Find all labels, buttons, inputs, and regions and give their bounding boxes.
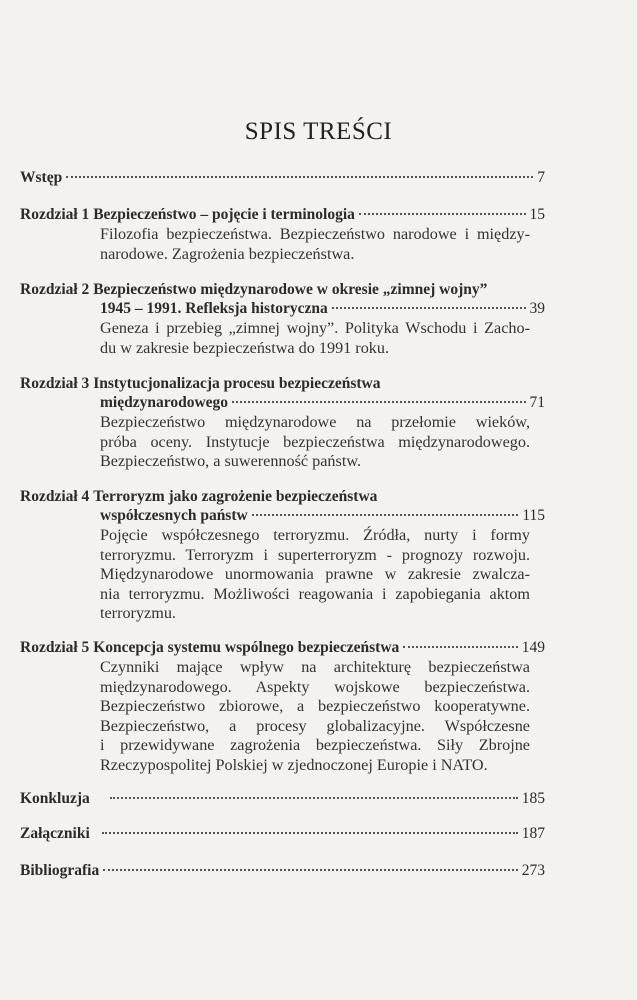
toc-entry-chapter-3-cont xyxy=(100,393,545,413)
toc-entry-wstep xyxy=(20,168,545,188)
entry-label: Wstęp xyxy=(20,169,63,186)
chapter-prefix: Rozdział 5 xyxy=(20,639,90,656)
chapter-prefix: Rozdział 3 xyxy=(20,375,90,392)
chapter-prefix: Rozdział 1 xyxy=(20,206,90,223)
page-number: 71 xyxy=(529,394,545,411)
page-number: 185 xyxy=(521,790,545,807)
chapter-description: Filozofia bezpieczeństwa. Bezpieczeństwo narodowe i między- narodowe. Zagrożenia bezpieczeństwa. xyxy=(100,225,530,263)
page-number: 187 xyxy=(521,825,545,842)
page-number: 149 xyxy=(521,639,545,656)
chapter-prefix: Rozdział 2 xyxy=(20,281,90,298)
chapter-title-cont: współczesnych państw xyxy=(100,507,248,524)
toc-entry-chapter-3 xyxy=(20,374,545,394)
chapter-description: Pojęcie współczesnego terroryzmu. Źródła, nurty i formy terroryzmu. Terroryzm i superterroryzm - prognozy rozwoju. Międzynarodowe unormowania prawne w zakresie zwalcza- nia terroryzmu. Możliwości reagowania i zapobiegania aktom terroryzmu. xyxy=(100,526,530,622)
page-number: 273 xyxy=(521,862,545,879)
page-number: 15 xyxy=(529,206,545,223)
dot-leader xyxy=(103,868,518,871)
page-number: 7 xyxy=(537,169,545,186)
chapter-title: Instytucjonalizacja procesu bezpieczeństwa xyxy=(93,375,381,392)
page-title: SPIS TREŚCI xyxy=(244,118,393,145)
dot-leader xyxy=(332,306,526,309)
page-number: 39 xyxy=(529,300,545,317)
dot-leader xyxy=(232,400,525,403)
toc-entry-chapter-4-cont xyxy=(100,506,545,526)
chapter-description: Czynniki mające wpływ na architekturę bezpieczeństwa międzynarodowego. Aspekty wojskowe bezpieczeństwa. Bezpieczeństwo zbiorowe, a bezpieczeństwo kooperatywne. Bezpieczeństwo, a procesy globalizacyjne. Współczesne i przewidywane zagrożenia bezpieczeństwa. Siły Zbrojne Rzeczypospolitej Polskiej w zjednoczonej Europie i NATO. xyxy=(100,658,530,774)
toc-entry-konkluzja xyxy=(20,789,545,809)
chapter-title: Terroryzm jako zagrożenie bezpieczeństwa xyxy=(93,488,378,505)
chapter-title-cont: międzynarodowego xyxy=(100,394,229,411)
dot-leader xyxy=(359,212,526,215)
chapter-title: Koncepcja systemu wspólnego bezpieczeństwa xyxy=(93,639,400,656)
toc-entry-bibliografia xyxy=(20,861,545,881)
toc-entry-chapter-2 xyxy=(20,280,545,300)
dot-leader xyxy=(66,175,533,178)
entry-label: Konkluzja xyxy=(20,790,90,807)
chapter-description: Geneza i przebieg „zimnej wojny”. Polityka Wschodu i Zacho- du w zakresie bezpieczeństwa do 1991 roku. xyxy=(100,319,530,357)
toc-entry-chapter-1 xyxy=(20,205,545,225)
chapter-title: Bezpieczeństwo – pojęcie i terminologia xyxy=(93,206,355,223)
dot-leader xyxy=(403,645,517,648)
dot-leader xyxy=(252,513,519,516)
toc-entry-chapter-4 xyxy=(20,487,545,507)
toc-entry-zalaczniki xyxy=(20,824,545,844)
chapter-title-cont: 1945 – 1991. Refleksja historyczna xyxy=(100,300,328,317)
chapter-description: Bezpieczeństwo międzynarodowe na przełomie wieków, próba oceny. Instytucje bezpieczeństwa międzynarodowego. Bezpieczeństwo, a suwerenność państw. xyxy=(100,413,530,470)
dot-leader xyxy=(102,831,518,834)
entry-label: Bibliografia xyxy=(20,862,100,879)
chapter-title: Bezpieczeństwo międzynarodowe w okresie „zimnej wojny” xyxy=(93,281,488,298)
entry-label: Załączniki xyxy=(20,825,90,842)
page-number: 115 xyxy=(522,507,545,524)
dot-leader xyxy=(110,796,518,799)
chapter-prefix: Rozdział 4 xyxy=(20,488,90,505)
toc-entry-chapter-2-cont xyxy=(100,299,545,319)
toc-entry-chapter-5 xyxy=(20,638,545,658)
